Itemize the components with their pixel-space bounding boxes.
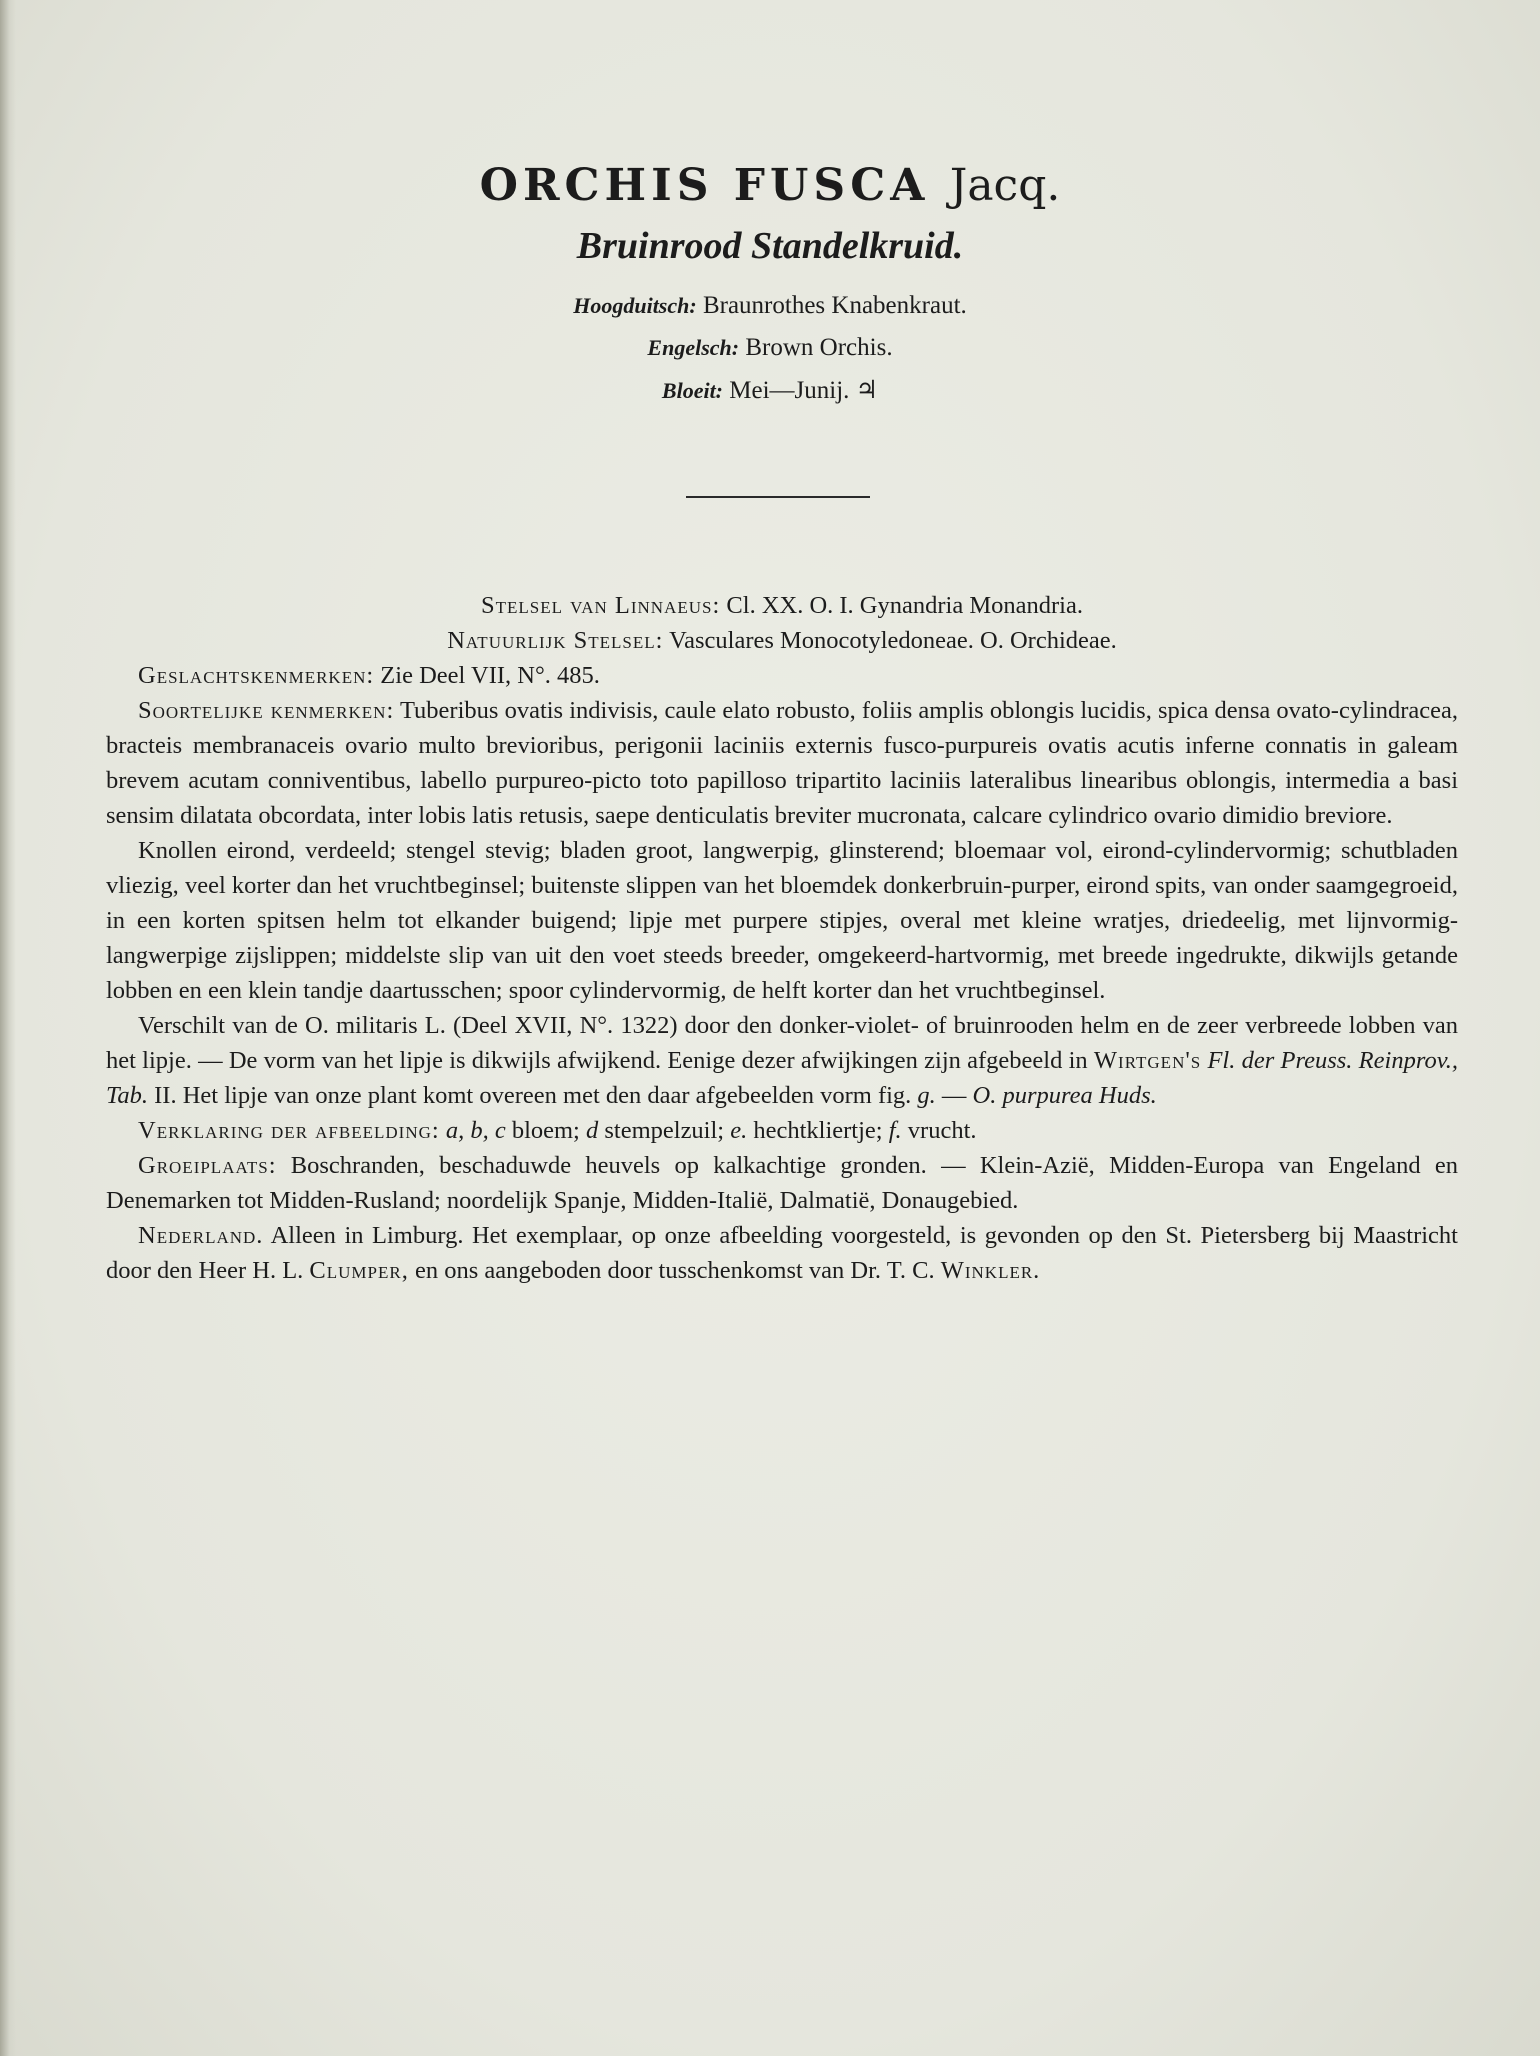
section-text: Vasculares Monocotyledoneae. O. Orchideae. [669,627,1117,654]
species-name: ORCHIS FUSCA [479,160,930,211]
section-heading: Groeiplaats: [138,1152,277,1179]
section-text: Boschranden, beschaduwde heuvels op kalkachtige gronden. — Klein-Azië, Midden-Europa van Engeland en Denemarken tot Midden-Rusland; noordelijk Spanje, Midden-Italië, Dalmatië, Donaugebied. [106,1152,1459,1214]
description-body [106,588,1458,1288]
section-heading: Soortelijke kenmerken: [138,697,395,724]
legend-letter: a, [445,1117,465,1144]
donor-name: Winkler. [940,1257,1041,1284]
species-title [0,160,1540,211]
section-text-b: en ons aangeboden door tusschenkomst van Dr. T. C. [414,1257,935,1284]
section-heading: Stelsel van Linnaeus: [481,592,721,619]
legend-letter: f. [888,1117,902,1144]
flowering-period: Mei—Junij. ♃ [729,377,879,404]
section-text-a: Alleen in Limburg. Het exemplaar, op onze afbeelding voorgesteld, is gevonden op den St. Pietersberg bij Maastricht door den Heer H. L. [106,1222,1458,1284]
german-name-line [0,292,1540,320]
comparison-paragraph [106,1008,1458,1113]
legend-letter: c [494,1117,506,1144]
linnaeus-system-paragraph [106,588,1458,623]
section-heading: Geslachtskenmerken: [138,662,375,689]
literature-reference: Fl. der Preuss. Reinprov., Tab. [106,1047,1459,1109]
comparison-text-b: II. Het lipje van onze plant komt overeen met den daar afgebeelden vorm fig. [154,1082,912,1109]
legend-text: hechtkliertje; [753,1117,883,1144]
section-text: Cl. XX. O. I. Gynandria Monandria. [726,592,1083,619]
flowering-line [0,375,1540,405]
legend-letter: d [585,1117,599,1144]
collector-name: Clumper, [309,1257,409,1284]
species-author: Jacq. [949,160,1061,211]
dutch-common-name: Bruinrood Standelkruid. [576,225,964,267]
netherlands-paragraph [106,1218,1458,1288]
section-heading: Verklaring der afbeelding: [138,1117,440,1144]
synonym: O. purpurea Huds. [972,1082,1157,1109]
german-label: Hoogduitsch: [573,293,697,318]
author-name-wirtgen: Wirtgen's [1093,1047,1202,1074]
em-dash: — [941,1082,967,1109]
dutch-description-paragraph: Knollen eirond, verdeeld; stengel stevig; bladen groot, langwerpig, glinsterend; bloemaar vol, eirond-cylindervormig; schutbladen vliezig, veel korter dan het vruchtbeginsel; buitenste slippen van het bloemdek donkerbruin-purper, eirond spits, van onder saamgegroeid, in een korten spitsen helm tot elkander buigend; lipje met purpere stipjes, overal met kleine wratjes, driedeelig, met lijnvormig-langwerpige zijslippen; middelste slip van uit den voet steeds breeder, omgekeerd-hartvormig, met breede ingedrukte, dikwijls getande lobben en een klein tandje daartusschen; spoor cylindervormig, de helft korter dan het vruchtbeginsel. [106,837,1458,1004]
legend-text: bloem; [511,1117,580,1144]
section-heading: Nederland. [138,1222,264,1249]
section-divider [686,496,870,498]
legend-text: vrucht. [907,1117,977,1144]
english-name-line [0,334,1540,362]
natural-system-paragraph [106,623,1458,658]
section-text: Zie Deel VII, N°. 485. [380,662,600,689]
legend-text: stempelzuil; [604,1117,725,1144]
flowering-label: Bloeit: [661,378,724,403]
figure-legend-paragraph [106,1113,1458,1148]
species-characters-paragraph [106,693,1458,833]
section-text: Tuberibus ovatis indivisis, caule elato robusto, foliis amplis oblongis lucidis, spica densa ovato-cylindracea, bracteis membranaceis ovario multo brevioribus, perigonii laciniis externis fusco-purpureis ovatis acutis inferne connatis in galeam brevem acutam conniventibus, labello purpureo-picto toto papilloso tripartito laciniis lateralibus linearibus oblongis, intermedia a basi sensim dilatata obcordata, inter lobis latis retusis, saepe denticulatis breviter mucronata, calcare cylindrico ovario dimidio breviore. [106,697,1458,829]
comparison-text-a: Verschilt van de O. militaris L. (Deel XVII, N°. 1322) door den donker-violet- of bruinrooden helm en de zeer verbreede lobben van het lipje. — De vorm van het lipje is dikwijls afwijkend. Eenige dezer afwijkingen zijn afgebeeld in [106,1012,1458,1074]
figure-letter: g. [917,1082,936,1109]
legend-letter: b, [470,1117,489,1144]
german-name: Braunrothes Knabenkraut. [702,292,967,319]
english-label: Engelsch: [647,335,740,360]
legend-letter: e. [730,1117,748,1144]
section-heading: Natuurlijk Stelsel: [447,627,664,654]
habitat-paragraph [106,1148,1458,1218]
english-name: Brown Orchis. [745,334,893,361]
genus-characters-paragraph [106,658,1458,693]
